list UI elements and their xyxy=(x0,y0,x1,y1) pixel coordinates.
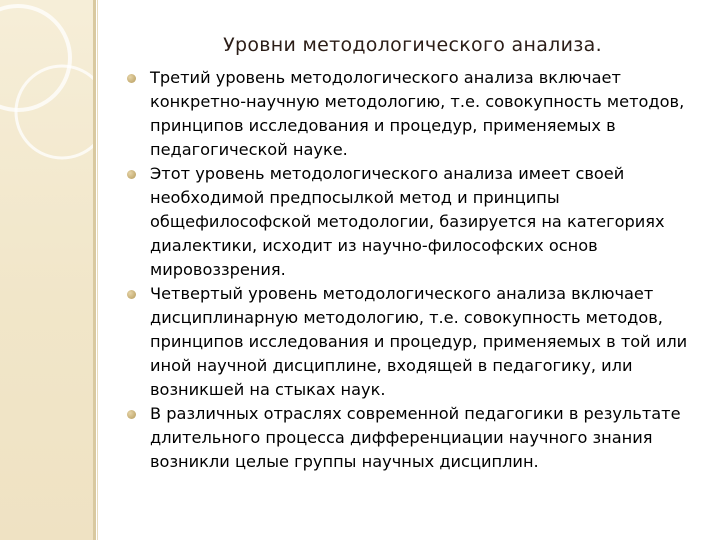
bullet-list xyxy=(132,66,700,474)
bullet-item xyxy=(132,402,700,474)
bullet-item xyxy=(132,162,700,282)
bullet-item xyxy=(132,66,700,162)
side-decoration-panel xyxy=(0,0,93,540)
round-bullet-icon xyxy=(127,410,136,419)
side-panel-border xyxy=(93,0,96,540)
bullet-item xyxy=(132,282,700,402)
side-panel-border-thin xyxy=(97,0,98,540)
bullet-text: Этот уровень методологического анализа имеет своей необходимой предпосылкой метод и принципы общефилософской методологии, базируется на категориях диалектики, исходит из научно-философских основ мировоззрения. xyxy=(150,164,665,279)
round-bullet-icon xyxy=(127,74,136,83)
round-bullet-icon xyxy=(127,170,136,179)
bullet-text: В различных отраслях современной педагогики в результате длительного процесса дифференциации научного знания возникли целые группы научных дисциплин. xyxy=(150,404,681,471)
slide-title: Уровни методологического анализа. xyxy=(223,34,602,56)
circle-outline-decoration xyxy=(0,0,93,540)
bullet-text: Четвертый уровень методологического анализа включает дисциплинарную методологию, т.е. совокупность методов, принципов исследования и процедур, применяемых в той или иной научной дисциплине, входящей в педагогику, или возникшей на стыках наук. xyxy=(150,284,688,399)
round-bullet-icon xyxy=(127,290,136,299)
bullet-text: Третий уровень методологического анализа включает конкретно-научную методологию, т.е. совокупность методов, принципов исследования и процедур, применяемых в педагогической науке. xyxy=(150,68,685,159)
